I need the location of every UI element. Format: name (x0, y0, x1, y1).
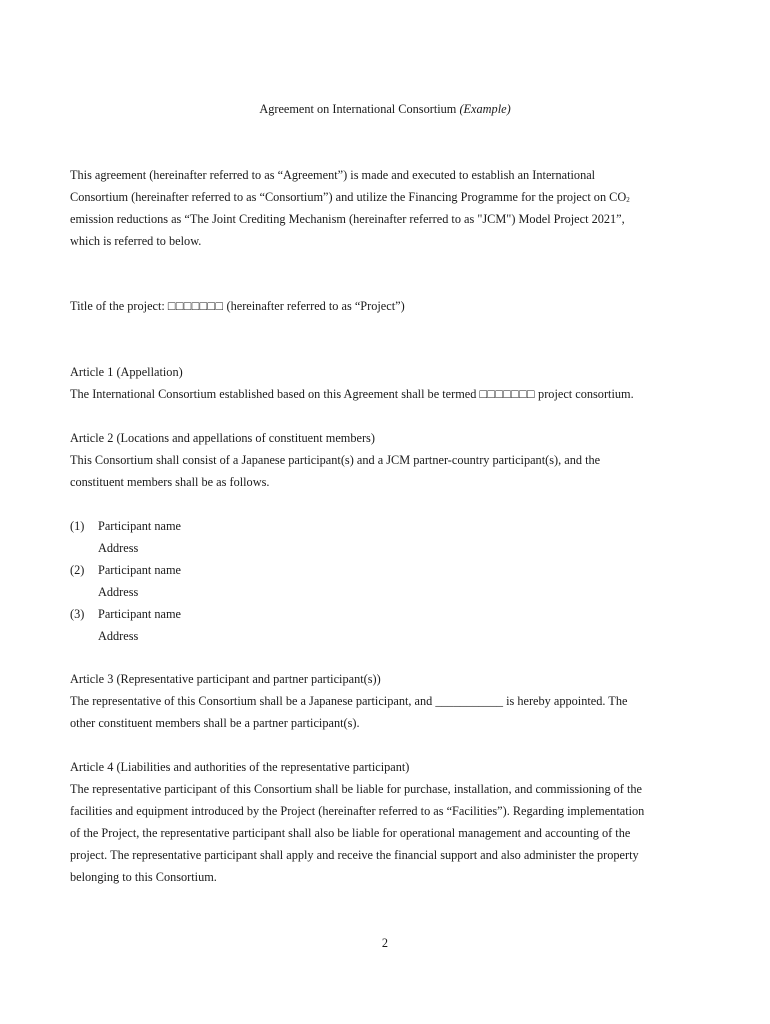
page-number: 2 (381, 936, 389, 950)
title-text: Agreement on International Consortium (259, 102, 457, 116)
article-4-heading: Article 4 (Liabilities and authorities of the representative participant) (70, 760, 410, 774)
intro-line-2-text: Consortium (hereinafter referred to as “Consortium”) and utilize the Financing Programme for the project on CO (70, 190, 627, 204)
member-name: Participant name (98, 563, 181, 577)
intro-line-1: This agreement (hereinafter referred to as “Agreement”) is made and executed to establish an International (70, 168, 596, 182)
member-address: Address (98, 541, 139, 555)
member-address: Address (98, 629, 139, 643)
project-title-suffix: (hereinafter referred to as “Project”) (226, 299, 405, 313)
article-1-text (70, 383, 710, 405)
article-3-heading: Article 3 (Representative participant and partner participant(s)) (70, 672, 381, 686)
member-name: Participant name (98, 607, 181, 621)
article-2-line-2: constituent members shall be as follows. (70, 475, 270, 489)
document-title (0, 101, 770, 117)
article-4-line-2: facilities and equipment introduced by the Project (hereinafter referred to as “Facilities”). Regarding implementation (70, 804, 645, 818)
article-4-line-5: belonging to this Consortium. (70, 870, 217, 884)
member-number: (1) (70, 519, 85, 533)
article-4-line-3: of the Project, the representative participant shall also be liable for operational management and accounting of the (70, 826, 631, 840)
article-4-line-4: project. The representative participant shall apply and receive the financial support and also administer the property (70, 848, 639, 862)
project-title-placeholder: □□□□□□□ (167, 299, 224, 313)
member-address: Address (98, 585, 139, 599)
article-2-heading: Article 2 (Locations and appellations of constituent members) (70, 431, 375, 445)
article-3-line-1: The representative of this Consortium shall be a Japanese participant, and ___________ is hereby appointed. The (70, 694, 628, 708)
article-4-line-1: The representative participant of this Consortium shall be liable for purchase, installation, and commissioning of the (70, 782, 643, 796)
article-1-text-before: The International Consortium established based on this Agreement shall be termed (70, 387, 477, 401)
member-name: Participant name (98, 519, 181, 533)
article-3-line-2: other constituent members shall be a partner participant(s). (70, 716, 360, 730)
article-1-heading: Article 1 (Appellation) (70, 365, 183, 379)
intro-line-3: emission reductions as “The Joint Crediting Mechanism (hereinafter referred to as "JCM") Model Project 2021”, (70, 212, 625, 226)
member-number: (3) (70, 607, 85, 621)
title-suffix: (Example) (459, 102, 511, 116)
member-number: (2) (70, 563, 85, 577)
co2-subscript: 2 (626, 196, 630, 204)
intro-line-4: which is referred to below. (70, 234, 202, 248)
article-2-line-1: This Consortium shall consist of a Japanese participant(s) and a JCM partner-country participant(s), and the (70, 453, 601, 467)
article-1-text-after: project consortium. (538, 387, 634, 401)
project-title-line (70, 295, 710, 317)
consortium-name-placeholder: □□□□□□□ (479, 387, 535, 401)
project-title-label: Title of the project: (70, 299, 165, 313)
